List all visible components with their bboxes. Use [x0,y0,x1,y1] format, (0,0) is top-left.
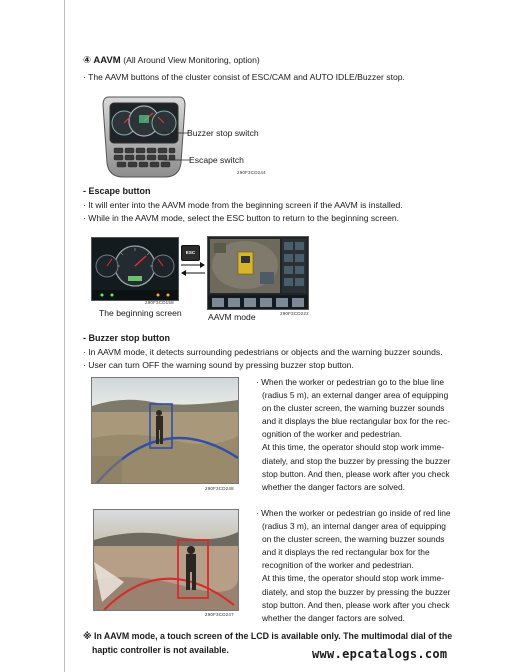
red-line-text: and it displays the red rectangular box for the [262,547,430,558]
blue-line-text: stop button. And then, please work after you check [262,468,450,479]
escape-heading-text: Escape button [88,186,151,196]
buzzer-stop-switch-label: Buzzer stop switch [187,128,259,138]
buzzer-bullet-1: · In AAVM mode, it detects surrounding pedestrians or objects and the warning buzzer sounds. [83,347,443,357]
blue-line-text: At this time, the operator should stop work imme- [262,442,444,453]
left-margin-rule [64,0,65,672]
red-line-text: on the cluster screen, the warning buzzer sounds [262,534,445,545]
cluster-figure-code: 290F3CD244 [237,170,266,175]
section-intro: · The AAVM buttons of the cluster consist of ESC/CAM and AUTO IDLE/Buzzer stop. [83,72,405,82]
arrow-left-icon [180,268,206,278]
blue-line-text: and it displays the blue rectangular box for the rec- [262,416,451,427]
esc-key-label: ESC [185,250,196,255]
blue-line-text: ognition of the worker and pedestrian. [262,429,403,440]
beginning-screen-code: 290F3CD158 [145,300,174,305]
aavm-mode-image [207,236,309,310]
red-line-paragraph [256,507,461,625]
blue-line-photo [91,377,239,484]
esc-key-icon [181,245,200,261]
section-number: ④ [83,55,92,66]
aavm-mode-code: 290F3CD222 [280,311,309,316]
aavm-mode-caption: AAVM mode [208,312,256,322]
watermark-url[interactable]: www.epcatalogs.com [312,647,448,661]
beginning-screen-image [91,237,179,301]
blue-line-text: (radius 5 m), an external danger area of equipping [262,390,449,401]
red-line-photo-code: 290F3CD247 [205,612,234,617]
blue-line-text: diately, and stop the buzzer by pressing the buzzer [262,455,451,466]
beginning-screen-caption: The beginning screen [99,308,182,318]
note-line-2: haptic controller is not available. [92,645,229,655]
section-title: AAVM [93,55,121,66]
escape-switch-label: Escape switch [189,155,244,165]
blue-line-paragraph [256,376,461,494]
red-line-text: At this time, the operator should stop work imme- [262,573,444,584]
buzzer-heading-dash: - [83,333,86,343]
blue-line-text: · When the worker or pedestrian go to the blue line [256,377,445,387]
blue-line-text: on the cluster screen, the warning buzzer sounds [262,403,445,414]
escape-heading [83,186,151,196]
blue-line-text: whether the danger factors are solved. [262,481,405,492]
note-line-1: ※ In AAVM mode, a touch screen of the LCD is available only. The multimodal dial of the [83,631,453,641]
escape-bullet-2: · While in the AAVM mode, select the ESC button to return to the beginning screen. [83,213,400,223]
buzzer-bullet-2: · User can turn OFF the warning sound by pressing buzzer stop button. [83,360,354,370]
red-line-text: · When the worker or pedestrian go inside of red line [256,508,451,518]
escape-heading-dash: - [83,186,86,196]
red-line-text: diately, and stop the buzzer by pressing the buzzer [262,586,451,597]
buzzer-heading-text: Buzzer stop button [88,333,171,343]
red-line-text: stop button. And then, please work after you check [262,599,450,610]
buzzer-heading [83,333,170,343]
red-line-text: recognition of the worker and pedestrian. [262,560,414,571]
red-line-text: whether the danger factors are solved. [262,612,405,623]
red-line-photo [93,509,239,611]
section-heading [83,55,260,66]
section-subtitle: (All Around View Monitoring, option) [123,55,260,65]
red-line-text: (radius 3 m), an internal danger area of equipping [262,521,446,532]
escape-bullet-1: · It will enter into the AAVM mode from the beginning screen if the AAVM is installed. [83,200,403,210]
blue-line-photo-code: 290F3CD248 [205,486,234,491]
